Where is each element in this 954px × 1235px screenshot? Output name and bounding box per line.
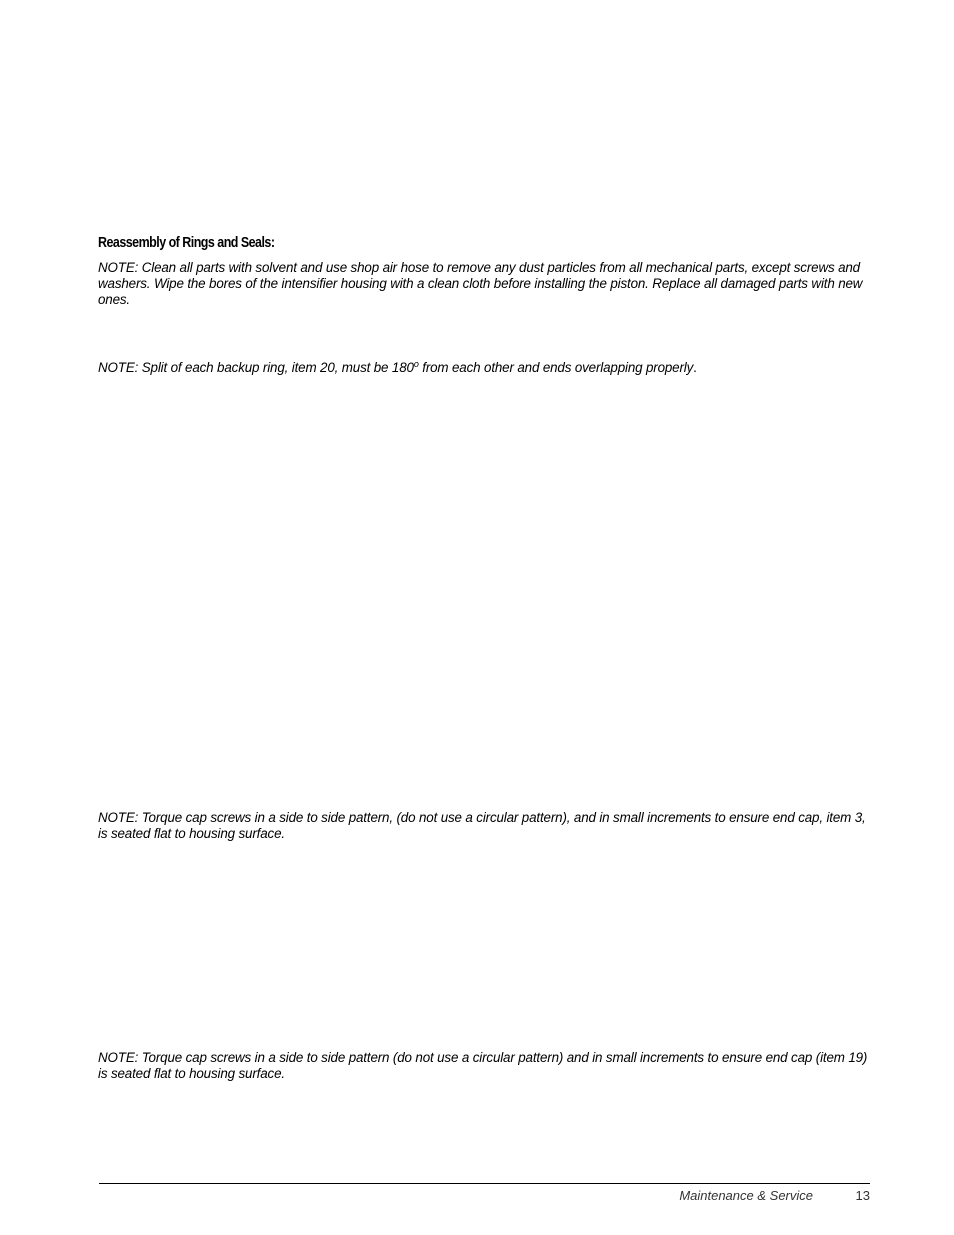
note-torque-end-cap-item-19: NOTE: Torque cap screws in a side to side pattern (do not use a circular pattern) and in small increments to ensure end cap (item 19) is seated flat to housing surface. — [98, 1050, 868, 1081]
footer-divider — [99, 1183, 870, 1184]
note-backup-ring-split — [98, 360, 874, 376]
note-clean-parts: NOTE: Clean all parts with solvent and use shop air hose to remove any dust particles from all mechanical parts, except screws and washers. Wipe the bores of the intensifier housing with a clean cloth before installing the piston. Replace all damaged parts with new ones. — [98, 260, 863, 307]
footer-section-name: Maintenance & Service — [679, 1188, 813, 1203]
degree-superscript: o — [413, 359, 419, 369]
note-torque-end-cap-item-3: NOTE: Torque cap screws in a side to side pattern, (do not use a circular pattern), and in small increments to ensure end cap, item 3, is seated flat to housing surface. — [98, 810, 866, 841]
footer-page-number: 13 — [855, 1188, 870, 1203]
section-heading: Reassembly of Rings and Seals: — [98, 235, 275, 251]
note-backup-ring-text-end: from each other and ends overlapping properly — [418, 360, 694, 375]
note-backup-ring-text: NOTE: Split of each backup ring, item 20, must be 180 — [98, 360, 414, 375]
note-backup-ring-period: . — [693, 360, 697, 375]
